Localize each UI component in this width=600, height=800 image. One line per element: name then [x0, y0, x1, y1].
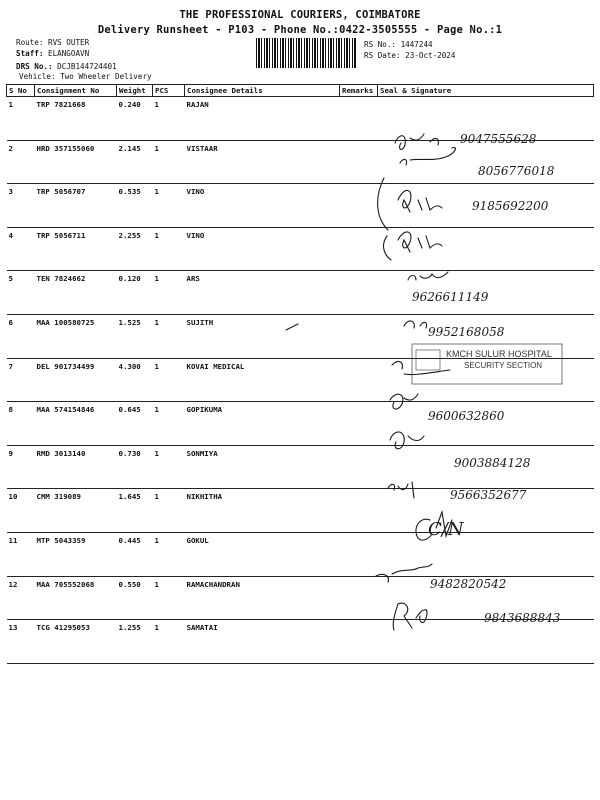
vehicle-line: Vehicle: Two Wheeler Delivery: [19, 72, 152, 81]
table-row: 6 MAA 100580725 1.525 1 SUJITH: [7, 314, 594, 358]
col-pcs: PCS: [153, 85, 185, 97]
table-row: 8 MAA 574154846 0.645 1 GOPIKUMA: [7, 402, 594, 446]
staff-line: Staff: ELANGOAVN: [16, 49, 90, 58]
cn-mark-row-11: C/N: [428, 519, 464, 540]
phone-row-10: 9566352677: [450, 488, 527, 502]
phone-row-13: 9843688843: [484, 611, 561, 625]
vehicle-value: Two Wheeler Delivery: [60, 72, 152, 81]
table-row: 10 CMM 319089 1.645 1 NIKHITHA: [7, 489, 594, 533]
drs-value: DCJB144724401: [57, 62, 117, 71]
phone-row-9: 9003884128: [454, 456, 531, 470]
table-row: 1 TRP 7821668 0.240 1 RAJAN: [7, 97, 594, 141]
route-line: Route: RVS OUTER: [16, 38, 90, 47]
col-weight: Weight: [117, 85, 153, 97]
table-row: 4 TRP 5056711 2.255 1 VINO: [7, 227, 594, 271]
table-row: 11 MTP 5043359 0.445 1 GOKUL: [7, 532, 594, 576]
runsheet-title: Delivery Runsheet - P103 - Phone No.:0422-3505555 - Page No.:1: [97, 24, 503, 36]
rs-date-value: 23-Oct-2024: [405, 51, 456, 60]
phone-row-2: 8056776018: [478, 164, 555, 178]
table-row: 5 TEN 7824662 0.120 1 ARS: [7, 271, 594, 315]
col-signature: Seal & Signature: [378, 85, 594, 97]
col-sno: S No: [7, 85, 35, 97]
stamp-line-2: SECURITY SECTION: [464, 361, 543, 370]
table-row: 12 MAA 705552068 0.550 1 RAMACHANDRAN: [7, 576, 594, 620]
barcode: [256, 38, 356, 68]
col-consignee: Consignee Details: [185, 85, 340, 97]
table-row: 2 HRD 357155060 2.145 1 VISTAAR: [7, 140, 594, 184]
table-header-row: [7, 85, 594, 97]
rs-no-value: 1447244: [400, 40, 433, 49]
staff-value: ELANGOAVN: [48, 49, 90, 58]
phone-row-8: 9600632860: [428, 409, 505, 423]
table-row: 3 TRP 5056707 0.535 1 VINO: [7, 184, 594, 228]
table-row: 7 DEL 901734499 4.300 1 KOVAI MEDICAL: [7, 358, 594, 402]
col-remarks: Remarks: [340, 85, 378, 97]
phone-row-6: 9952168058: [428, 325, 505, 339]
route-value: RVS OUTER: [48, 38, 90, 47]
col-consignment: Consignment No: [35, 85, 117, 97]
phone-row-12: 9482820542: [430, 577, 507, 591]
company-title: THE PROFESSIONAL COURIERS, COIMBATORE: [179, 9, 421, 21]
phone-row-3: 9185692200: [472, 199, 549, 213]
rs-date-line: RS Date: 23-Oct-2024: [364, 51, 456, 60]
stamp-line-1: KMCH SULUR HOSPITAL: [446, 349, 552, 359]
table-row: 9 RMD 3013140 0.730 1 SONMIYA: [7, 445, 594, 489]
rs-no-line: RS No.: 1447244: [364, 40, 433, 49]
phone-row-1: 9047555628: [460, 132, 537, 146]
runsheet-table: [6, 84, 594, 664]
drs-line: DRS No.: DCJB144724401: [16, 62, 117, 71]
table-row: 13 TCG 41295053 1.255 1 SAMATAI: [7, 620, 594, 664]
phone-row-5: 9626611149: [412, 290, 489, 304]
